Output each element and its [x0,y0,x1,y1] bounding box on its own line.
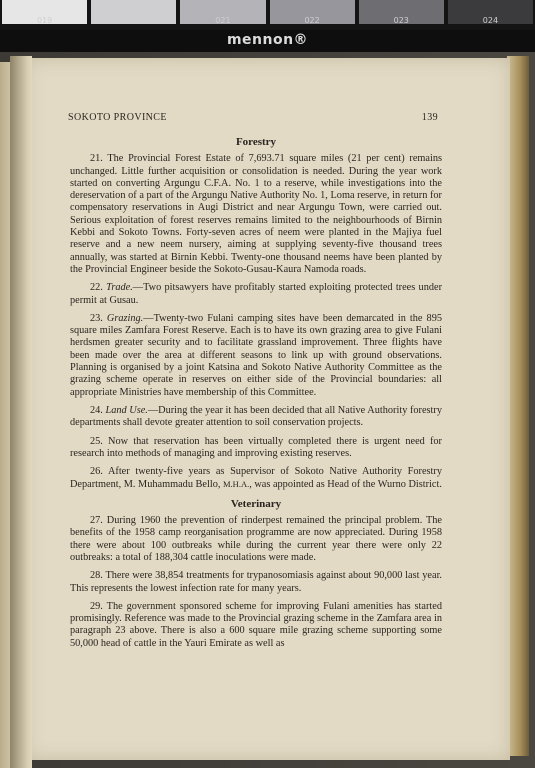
patch-number: 023 [393,16,409,25]
paragraph-lead: Trade. [106,282,133,294]
running-head [68,112,438,123]
page-body [70,132,442,656]
book-fore-edge [507,56,529,756]
color-patch [2,0,87,24]
running-head-title: SOKOTO PROVINCE [68,112,167,123]
paragraph-26 [70,466,442,492]
patch-number: 021 [215,16,231,25]
honorific: M.H.A. [223,479,250,490]
binding-gutter [10,56,32,768]
color-patch [91,0,176,24]
color-calibration-card [0,0,535,30]
book-page [26,58,510,760]
color-patch [270,0,355,24]
patch-number: 019 [36,16,53,25]
color-patch [180,0,265,24]
paragraph-text: 27. During 1960 the prevention of rinderpest remained the principal problem. The benefits of the 1958 camp reorganisation programme are now appreciated. During 1958 there were about 100 outbreaks while during the current year there were only 22 outbreaks: a total of 188,304 cattle inoculations were made. [70,515,442,563]
patch-number: 022 [304,16,320,25]
brand-logo: mennon® [226,32,309,48]
paragraph-text: —During the year it has been decided that all Native Authority forestry departments shall devote greater attention to soil conservation projects. [70,404,442,429]
paragraph-text: —Twenty-two Fulani camping sites have been demarcated in the 895 square miles Zamfara Forest Reserve. Each is to have its own grazing area to give Fulani herdsmen greater security and to facilitate grassland improvement. Three flights have been made over the area at different seasons to link up with ground observations. Planning is organised by a joint Katsina and Sokoto Native Authority Committee as the grazing scheme operate in reserves on either side of the Provincial boundaries: all appropriate Ministries have membership of this Committee. [70,312,442,398]
paragraph-21 [70,153,442,276]
paragraph-25 [70,436,442,461]
paragraph-text-tail: , was appointed as Head of the Wurno District. [249,479,442,491]
paragraph-text: 21. The Provincial Forest Estate of 7,693.71 square miles (21 per cent) remains unchanged. Little further acquisition or consolidation is needed. During the year work started on converting Argungu C.F.A. No. 1 to a reserve, while investigations into the dereservation of a part of the Argungu Native Authority No. 1, Loma reserve, in return for compensatory reservations in Augi District and near Argungu Town, were carried out. Serious exploitation of forest reserves remains limited to the neighbourhoods of Birnin Kebbi and Sokoto Towns. Forty-seven acres of neem were planted in the Majiya fuel reserve and a new neem nursery, aiming at supplying seventy-five thousand trees annually, was started at Birnin Kebbi. Twenty-one thousand neems have been planted by the Provincial Engineer beside the Sokoto-Gusau-Kaura Namoda roads. [70,153,442,275]
section-heading-veterinary: Veterinary [230,497,282,510]
paragraph-text: 28. There were 38,854 treatments for trypanosomiasis against about 90,000 last year. This represents the lowest infection rate for many years. [70,570,442,594]
paragraph-27 [70,515,442,564]
section-heading-forestry: Forestry [235,136,277,148]
paragraph-lead: Grazing. [106,312,144,324]
patch-number: 024 [482,16,499,25]
paragraph-28 [70,570,442,595]
paragraph-22 [70,282,442,307]
paragraph-number: 24. [90,404,106,416]
color-patch [448,0,533,24]
paragraph-text: —Two pitsawyers have profitably started exploiting protected trees under permit at Gusau. [70,282,442,306]
paragraph-text: 29. The government sponsored scheme for improving Fulani amenities has started promisingly. Reference was made to the Provincial grazing scheme in the Zamfara area in paragraph 23 above. There is also a 600 square mile grazing scheme supporting some 50,000 head of cattle in the Yauri Emirate as well as [70,600,442,649]
patch-number: 020 [126,16,142,25]
paragraph-29 [70,601,442,650]
paragraph-24 [70,405,442,430]
page-number: 139 [421,112,438,123]
paragraph-23 [70,313,442,399]
paragraph-number: 22. [90,282,107,294]
paragraph-number: 23. [90,312,107,324]
paragraph-text: 25. Now that reservation has been virtually completed there is urgent need for research into methods of managing and improving existing reserves. [70,435,442,459]
paragraph-text: 26. After twenty-five years as Supervisor of Sokoto Native Authority Forestry Department, M. Muhammadu Bello, [70,466,442,491]
paragraph-lead: Land Use. [105,404,148,416]
color-patch [359,0,444,24]
